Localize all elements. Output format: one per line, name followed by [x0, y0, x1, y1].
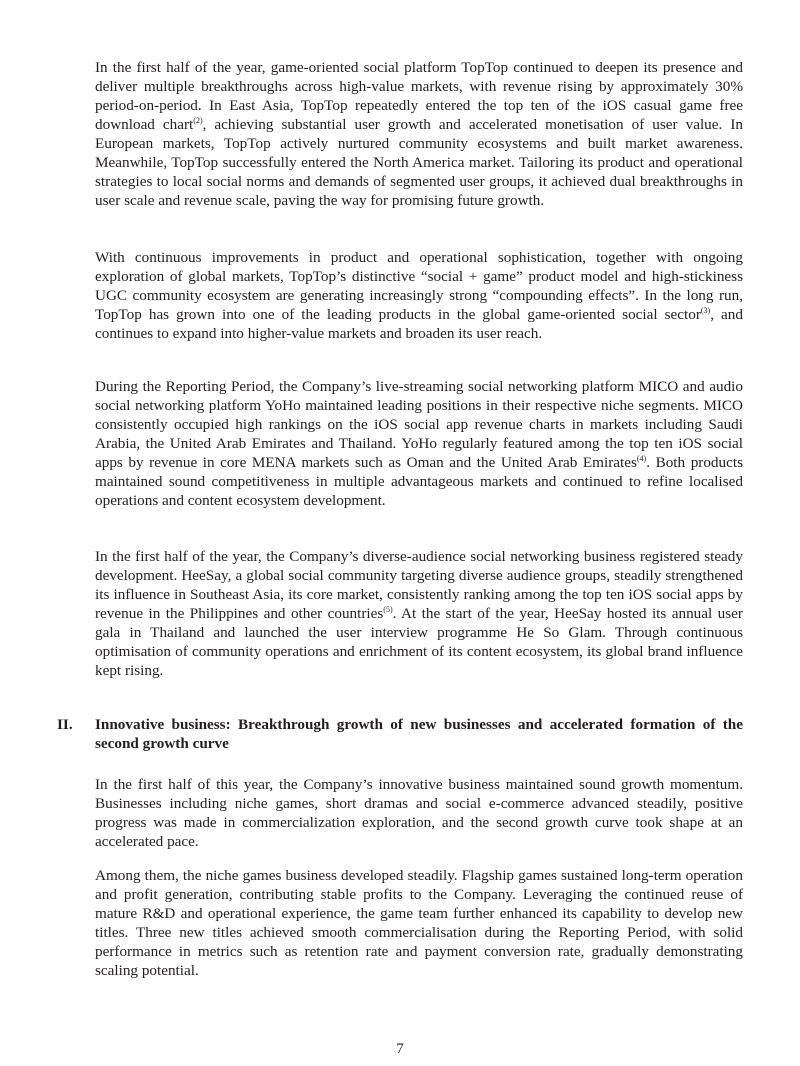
paragraph-toptop-growth: [95, 58, 743, 210]
footnote-ref: (5): [383, 605, 393, 614]
paragraph-niche-games: Among them, the niche games business developed steadily. Flagship games sustained long-term operation and profit generation, contributing stable profits to the Company. Leveraging the continued reuse of mature R&D and operational experience, the game team further enhanced its capability to develop new titles. Three new titles achieved smooth commercialisation during the Reporting Period, with solid performance in metrics such as retention rate and payment conversion rate, gradually demonstrating scaling potential.: [95, 867, 743, 979]
paragraph-text: During the Reporting Period, the Company’s live-streaming social networking platform MICO and audio social networking platform YoHo maintained leading positions in their respective niche segments. MICO consistently occupied high rankings on the iOS social app revenue charts in markets including Saudi Arabia, the United Arab Emirates and Thailand. YoHo regularly featured among the top ten iOS social apps by revenue in core MENA markets such as Oman and the United Arab Emirates: [95, 378, 743, 471]
paragraph-text: In the first half of the year, game-oriented social platform TopTop continued to deepen its presence and deliver multiple breakthroughs across high-value markets, with revenue rising by approximately 30% period-on-period. In East Asia, TopTop repeatedly entered the top ten of the iOS casual game free download chart: [95, 59, 743, 133]
paragraph-innovative-business: In the first half of this year, the Company’s innovative business maintained sound growth momentum. Businesses including niche games, short dramas and social e-commerce advanced steadily, positive progress was made in commercialization exploration, and the second growth curve took shape at an accelerated pace.: [95, 776, 743, 850]
section-heading: Innovative business: Breakthrough growth of new businesses and accelerated formation of the second growth curve: [95, 716, 743, 752]
paragraph-text: . Both products maintained sound competitiveness in multiple advantageous markets and continued to refine localised operations and content ecosystem development.: [95, 454, 743, 509]
paragraph-toptop-model: [95, 248, 743, 343]
paragraph-text: In the first half of the year, the Company’s diverse-audience social networking business registered steady development. HeeSay, a global social community targeting diverse audience groups, steadily strengthened its influence in Southeast Asia, its core market, consistently ranking among the top ten iOS social apps by revenue in the Philippines and other countries: [95, 548, 743, 622]
section-number: II.: [57, 716, 73, 733]
paragraph-mico-yoho: [95, 377, 743, 510]
footnote-ref: (3): [700, 306, 711, 315]
paragraph-text: , achieving substantial user growth and accelerated monetisation of user value. In European markets, TopTop actively nurtured community ecosystems and built market awareness. Meanwhile, TopTop successfully entered the North America market. Tailoring its product and operational strategies to local social norms and demands of segmented user groups, it achieved dual breakthroughs in user scale and revenue scale, paving the way for promising future growth.: [95, 116, 743, 209]
paragraph-heesay: [95, 547, 743, 680]
paragraph-text: . At the start of the year, HeeSay hosted its annual user gala in Thailand and launched the user interview programme He So Glam. Through continuous optimisation of community operations and enrichment of its content ecosystem, its global brand influence kept rising.: [95, 605, 743, 679]
paragraph-text: , and continues to expand into higher-value markets and broaden its user reach.: [95, 306, 743, 342]
footnote-ref: (2): [193, 116, 203, 125]
footnote-ref: (4): [636, 454, 647, 463]
page-number: 7: [396, 1041, 404, 1057]
paragraph-text: With continuous improvements in product and operational sophistication, together with ongoing exploration of global markets, TopTop’s distinctive “social + game” product model and high-stickiness UGC community ecosystem are generating increasingly strong “compounding effects”. In the long run, TopTop has grown into one of the leading products in the global game-oriented social sector: [95, 249, 743, 323]
